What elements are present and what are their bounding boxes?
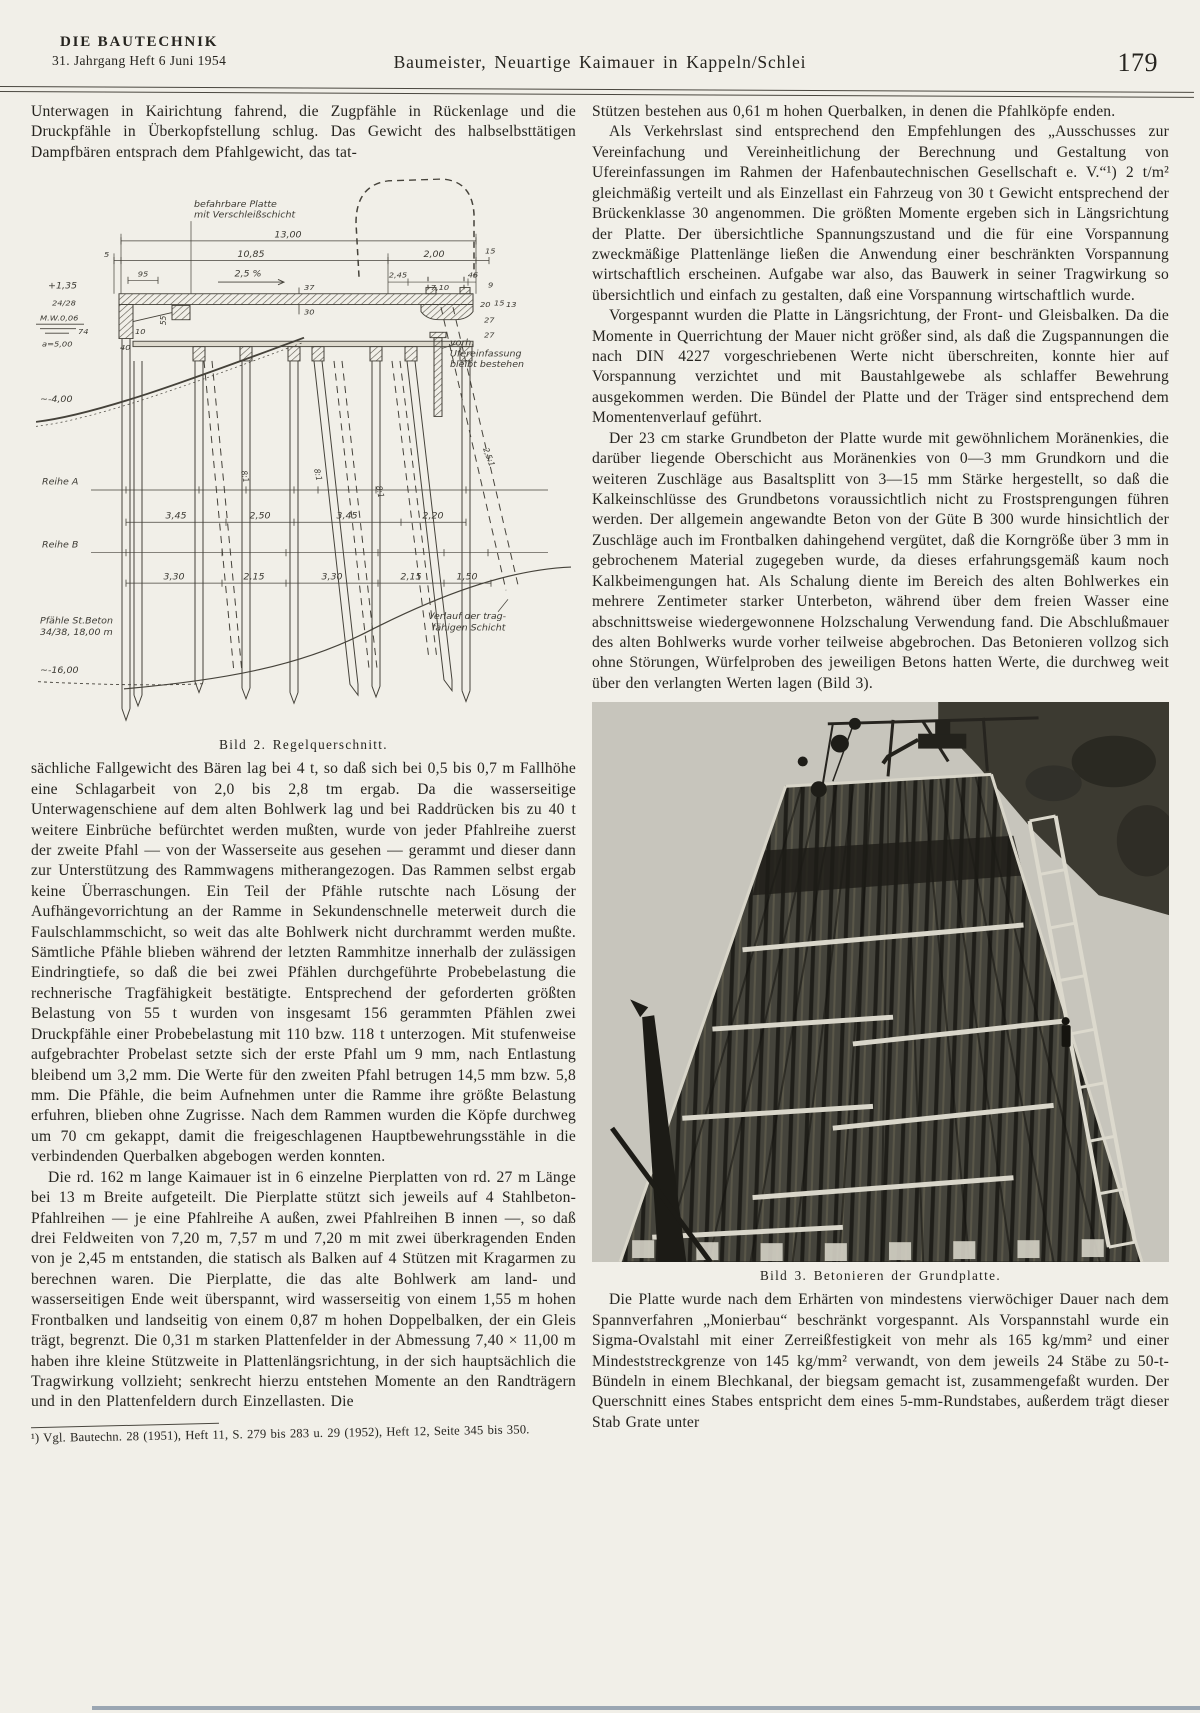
diagram-label: 20 (480, 300, 491, 310)
diagram-label: Reihe B (42, 540, 79, 551)
diagram-label: 55 (158, 315, 169, 326)
diagram-label: ~-16,00 (40, 666, 79, 676)
page-header (0, 0, 1200, 86)
diagram-label: a=5,00 (42, 340, 73, 349)
diagram-label: 5 (104, 250, 110, 260)
diagram-label: 2,00 (423, 250, 445, 261)
diagram-label: 3,45 (336, 512, 358, 522)
diagram-label: 3,30 (321, 573, 343, 583)
diagram-label: 2,20 (422, 512, 444, 522)
paragraph: Als Verkehrslast sind entsprechend den Empfehlungen des „Ausschusses zur Vereinfachung und Vereinheitlichung der Berechnung und Gestaltung von Ufereinfassungen im Rahmen der Hafenbautechnischen Gesellschaft e. V.“¹) 2 t/m² gleichmäßig verteilt und als Einzellast ein Fahrzeug von 30 t Gewicht entsprechend der Brückenklasse 30 angenommen. Die größten Momente ergeben sich in Längsrichtung der Platte. Der übersichtliche Spannungszustand und die für eine Vorspannung zweckmäßige Plattenlänge ließen die Anwendung einer beschränkten Vorspannung wirtschaftlich erscheinen. Aufgabe war also, das Bauwerk in seiner Tragwirkung so übersichtlich und einfach zu gestalten, daß eine Vorspannung wirtschaftlich wurde. (592, 123, 1169, 304)
diagram-label: 10 (135, 327, 146, 337)
diagram-label: 45 (467, 271, 479, 280)
diagram-label: 2,15 (243, 573, 265, 583)
diagram-label: 34/38, 18,00 m (40, 628, 113, 639)
footnote: ¹) Vgl. Bautechn. 28 (1951), Heft 11, S. 279 bis 283 u. 29 (1952), Heft 12, Seite 345 bis 350. (30, 1422, 530, 1445)
diagram-label: 15 (485, 247, 496, 256)
diagram-label: +1,35 (48, 282, 78, 292)
diagram-label: 3,45 (165, 512, 187, 522)
diagram-label: 7,10 (430, 283, 450, 293)
paragraph: Stützen bestehen aus 0,61 m hohen Querbalken, in denen die Pfahlköpfe enden. (592, 103, 1116, 120)
diagram-label: 40 (120, 343, 131, 353)
diagram-label: 2,5:1 (480, 446, 497, 468)
diagram-label: 2,50 (249, 512, 271, 522)
diagram-label: 2,45 (388, 271, 408, 280)
page-number: 179 (1117, 48, 1158, 77)
diagram-label: vorh. (450, 339, 475, 349)
figure-3 (592, 702, 1169, 1284)
diagram-label: 9 (488, 281, 494, 290)
paragraph: Die Platte wurde nach dem Erhärten von mindestens vierwöchiger Dauer nach dem Spannverfahren „Monierbau“ beschränkt vorgespannt. Als Vorspannstahl wurde ein Sigma-Ovalstahl mit einer Zerreißfestigkeit von mehr als 165 kg/mm² und einer Mindeststreckgrenze von 145 kg/mm² verwandt, von dem jeweils 24 Stäbe zu 50-t-Bündeln in einem Blechkanal, der biegsam gemacht ist, zusammengefaßt wurden. Der Querschnitt eines Stabes entspricht dem eines 5-mm-Rundstabes, außerdem trägt dieser Stab Grate unter (592, 1291, 1169, 1431)
journal-name: DIE BAUTECHNIK (60, 34, 219, 50)
diagram-labels (40, 200, 524, 675)
diagram-label: Pfähle St.Beton (40, 617, 113, 627)
issue-info: 31. Jahrgang Heft 6 Juni 1954 (52, 53, 227, 68)
diagram-label: fähigen Schicht (432, 624, 506, 634)
paragraph: Die rd. 162 m lange Kaimauer ist in 6 einzelne Pierplatten von rd. 27 m Länge bei 13 m Breite aufgeteilt. Die Pierplatte stützt sich jeweils auf 4 Stahlbeton-Pfahlreihen — je eine Pfahlreihe A außen, zwei Pfahlreihen B innen —, so daß drei Feldweiten von 7,20 m, 7,57 m und 7,20 m mit zwei überkragenden Enden von je 2,45 m entstanden, die statisch als Balken auf 4 Stützen mit Kragarmen zu berechnen waren. Die Pierplatte, die das alte Bohlwerk am land- und wasserseitigen Ende weit überspannt, wird wasserseitig von einem 1,55 m hohen Frontbalken und landseitig von einem 0,87 m hohen Doppelbalken, der ein Gleis trägt, begrenzt. Die 0,31 m starken Plattenfelder in der Abmessung 7,40 × 11,00 m haben ihre kleine Stützweite in Plattenlängsrichtung, in der sich hauptsächlich die Tragwirkung vollzieht; senkrecht hierzu entstehen Momente an den Randträgern und in den Plattenfeldern durch Einzellasten. Die (31, 1168, 576, 1411)
paragraph: Unterwagen in Kairichtung fahrend, die Zugpfähle in Rückenlage und die Druckpfähle in Überkopfstellung schlug. Das Gewicht des halbselbsttätigen Dampfbären entsprach dem Pfahlgewicht, das tat- (31, 103, 576, 161)
left-column (31, 102, 576, 1446)
diagram-label: 8:1 (373, 485, 386, 499)
diagram-label: befahrbare Platte (194, 200, 277, 210)
paragraph: Vorgespannt wurden die Platte in Längsrichtung, der Front- und Gleisbalken. Da die Momente in Querrichtung der Mauer nicht größer sind, als daß die Zugspannungen die nach DIN 4227 vorgeschriebenen Werte nicht überschreiten, konnte hier auf Vorspannung verzichtet und mit Baustahlgewebe als schlaffer Bewehrung ausgekommen werden. Die Bündel der Platte und der Träger sind entsprechend dem Momentenverlauf geführt. (592, 307, 1169, 427)
diagram-label: 8:1 (311, 468, 324, 482)
diagram-label: Ufereinfassung (450, 350, 522, 360)
diagram-label: Verlauf der trag- (428, 612, 507, 623)
running-title: Baumeister, Neuartige Kaimauer in Kappeln/Schlei (393, 52, 807, 72)
battered-piles (311, 361, 452, 695)
diagram-label: 13,00 (274, 230, 302, 241)
diagram-label: bleibt bestehen (450, 360, 525, 371)
diagram-label: Reihe A (42, 478, 79, 488)
diagram-label: 3,30 (163, 573, 185, 583)
vertical-piles (122, 339, 470, 721)
diagram-label: 1,50 (456, 573, 478, 583)
diagram-label: mit Verschleißschicht (194, 211, 296, 221)
cross-section-diagram (36, 171, 571, 731)
diagram-label: 10,85 (237, 250, 265, 261)
diagram-label: 27 (484, 316, 495, 325)
paragraph: sächliche Fallgewicht des Bären lag bei 4 t, so daß sich bei 0,5 bis 0,7 m Fallhöhe eine Schlagarbeit von 2,0 bis 2,8 tm ergab. Da die wasserseitige Unterwagenschiene auf dem alten Bohlwerk lag und bei Raddrücken bis zu 40 t weitere Einbrüche befürchtet werden mußten, wurde von jeder Pfahlreihe zuerst der zweite Pfahl — von der Wasserseite aus gesehen — gerammt und dieser dann zur Unterstützung des Rammwagens mitherangezogen. Das Rammen selbst ergab keine Überraschungen. Ein Teil der Pfähle rutschte nach Lösung der Aufhängevorrichtung an der Ramme in Sekundenschnelle meterweit durch die Faulschlammschicht, so weit das alte Bohlwerk nicht durchrammt werden mußte. Sämtliche Pfähle blieben während der letzten Rammhitze innerhalb der zulässigen Eindringtiefe, so daß die bei zwei Pfählen durchgeführte Probebelastung die rechnerische Tragfähigkeit bestätigte. Entsprechend der geforderten größten Belastung von 55 t wurden von insgesamt 156 gerammten Pfählen zwei Druckpfähle einer Probebelastung mit 110 bzw. 118 t unterzogen. Mit stufenweise aufgebrachter Probelast setzte sich der erste Pfahl um 9 mm, nach Entlastung bleibend um 3,2 mm. Die Werte für den zweiten Pfahl betrugen 14,5 mm bzw. 5,8 mm. Die Pfähle, die beim Aufnehmen unter die Ramme ihre größte Belastung erfuhren, blieben ohne Zugrisse. Nach dem Rammen wurden die Köpfe durchweg um 70 cm gekappt, damit die freigeschlagenen Hauptbewehrungsstähle in die verbindenden Querbalken abgebogen werden konnten. (31, 760, 576, 1166)
diagram-label: 74 (78, 327, 89, 337)
figure-2-caption: Bild 2. Regelquerschnitt. (219, 737, 388, 753)
diagram-label: ~-4,00 (40, 395, 73, 406)
figure-3-caption: Bild 3. Betonieren der Grundplatte. (760, 1268, 1001, 1284)
diagram-label: 95 (137, 270, 149, 279)
diagram-label: 2,15 (400, 573, 422, 583)
diagram-label: 15 (494, 299, 505, 308)
diagram-label: 24/28 (52, 299, 76, 308)
scan-edge-artifact (92, 1706, 1200, 1710)
diagram-label: 13 (506, 300, 517, 310)
right-column (592, 102, 1169, 1446)
paragraph: Der 23 cm starke Grundbeton der Platte wurde mit gewöhnlichem Moränenkies, die darüber liegende Oberschicht aus Moränenkies von 0—3 mm Grundkorn und die weiteren Zuschläge aus Basaltsplitt von 3—15 mm Stärke hergestellt, so daß die Kalkeinschlüsse des Grundbetons voraussichtlich nicht zu Frostsprengungen führen werden. Der allgemein angewandte Beton von der Güte B 300 wurde hinsichtlich der Zuschläge auch im Frontbalken dahingehend vergütet, daß die Korngröße über 3 mm in gebrochenem Material zugegeben wurde, da dieses erfahrungsgemäß kaum noch Kalkbeimengungen hat. Als Schalung diente im Bereich des alten Bohlwerkes ein mehrere Zentimeter starker Unterbeton, während über dem freien Wasser eine abschnittsweise wiedergewonnene Holzschalung Verwendung fand. Die Abschlußmauer des alten Bohlwerks wurde vorher teilweise abgebrochen. Das Betonieren vollzog sich ohne Störungen, Würfelproben des jeweiligen Betons hatten Werte, die durchweg weit über den verlangten Werten lagen (Bild 3). (592, 429, 1169, 692)
diagram-label: 27 (484, 331, 495, 340)
diagram-label: 30 (304, 308, 315, 317)
diagram-label: 8:1 (238, 470, 251, 484)
diagram-label: M.W.0,06 (40, 314, 79, 323)
diagram-label: 37 (304, 283, 315, 293)
photo-worker (1062, 1017, 1071, 1047)
diagram-label: 2,5 % (234, 270, 262, 280)
two-column-layout (0, 92, 1200, 1446)
construction-photo (592, 702, 1169, 1262)
figure-2 (31, 171, 576, 753)
